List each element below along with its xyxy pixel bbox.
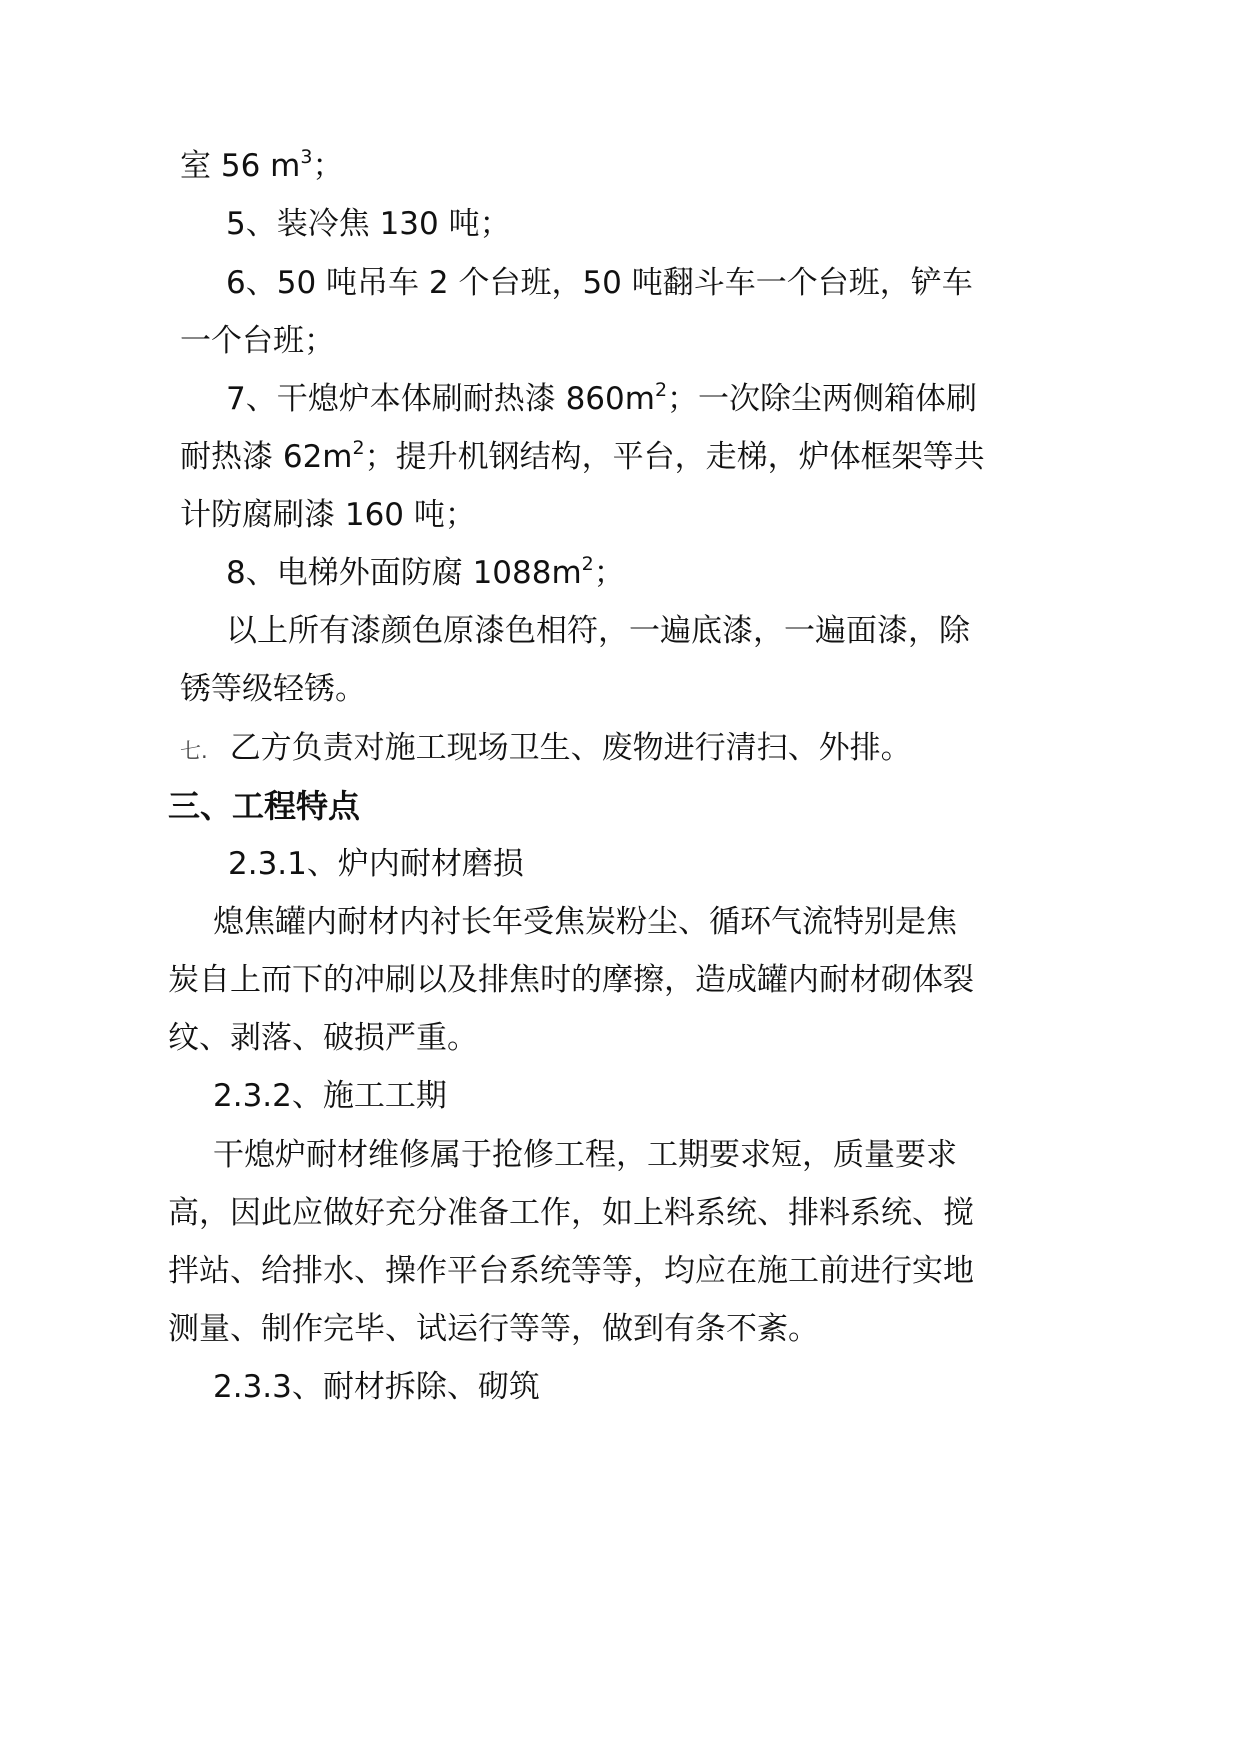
section-heading: 三、工程特点 (168, 787, 361, 825)
text: 室 56 m (180, 148, 301, 184)
para-2-line-2: 高，因此应做好充分准备工作，如上料系统、排料系统、搅 (168, 1195, 974, 1231)
para-2-line-3: 拌站、给排水、操作平台系统等等，均应在施工前进行实地 (168, 1253, 974, 1289)
line-room-volume (180, 146, 343, 186)
subheading-2-3-2: 2.3.2、施工工期 (213, 1078, 447, 1114)
para-2-line-4: 测量、制作完毕、试运行等等，做到有条不紊。 (168, 1311, 819, 1347)
superscript: 2 (581, 553, 594, 575)
text: 7、干熄炉本体刷耐热漆 860m (226, 381, 655, 417)
text: 耐热漆 62m (180, 439, 353, 475)
list-number: 七. (180, 739, 208, 763)
item-5: 5、装冷焦 130 吨； (226, 206, 511, 242)
text: ；提升机钢结构，平台，走梯，炉体框架等共 (364, 439, 985, 475)
item-7-cont-2: 计防腐刷漆 160 吨； (180, 497, 476, 533)
superscript: 2 (352, 437, 365, 459)
text: ； (312, 148, 344, 184)
text: 乙方负责对施工现场卫生、废物进行清扫、外排。 (229, 730, 912, 766)
item-7 (226, 379, 977, 419)
subheading-2-3-1: 2.3.1、炉内耐材磨损 (228, 846, 524, 882)
superscript: 3 (300, 146, 313, 168)
paint-note: 以上所有漆颜色原漆色相符，一遍底漆，一遍面漆，除 (226, 613, 970, 649)
para-1-line-3: 纹、剥落、破损严重。 (168, 1020, 478, 1056)
text: ；一次除尘两侧箱体刷 (667, 381, 978, 417)
para-1-line-2: 炭自上而下的冲刷以及排焦时的摩擦，造成罐内耐材砌体裂 (168, 962, 974, 998)
subheading-2-3-3: 2.3.3、耐材拆除、砌筑 (213, 1369, 540, 1405)
text: 8、电梯外面防腐 1088m (226, 555, 582, 591)
item-6: 6、50 吨吊车 2 个台班，50 吨翻斗车一个台班，铲车 (226, 265, 973, 301)
para-1-line-1: 熄焦罐内耐材内衬长年受焦炭粉尘、循环气流特别是焦 (213, 904, 957, 940)
item-7-cont-1 (180, 437, 985, 477)
item-6-cont: 一个台班； (180, 323, 335, 359)
paint-note-cont: 锈等级轻锈。 (180, 671, 366, 707)
para-2-line-1: 干熄炉耐材维修属于抢修工程，工期要求短，质量要求 (213, 1137, 957, 1173)
item-seven (180, 728, 912, 768)
item-8 (226, 553, 625, 593)
superscript: 2 (654, 379, 668, 401)
text: ； (593, 555, 625, 591)
